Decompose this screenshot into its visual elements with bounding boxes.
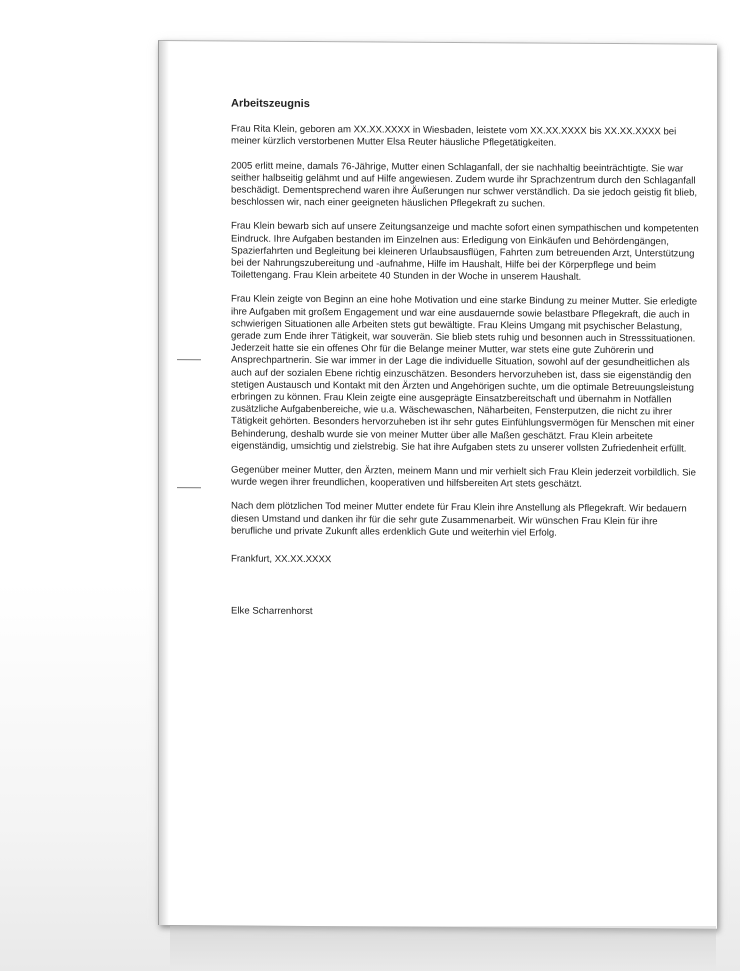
fold-mark-top [177,359,201,360]
paragraph-closing: Nach dem plötzlichen Tod meiner Mutter endete für Frau Klein ihre Anstellung als Pflegekraft. Wir bedauern diesen Umstand und danken ihr für die sehr gute Zusammenarbeit. Wir wünschen Frau Klein für ihre berufliche und private Zukunft alles erdenklich Gute und weiterhin viel Erfolg. [231,500,687,539]
document-title: Arbeitszeugnis [231,97,310,111]
place-date: Frankfurt, XX.XX.XXXX [231,553,332,566]
fold-mark-bottom [177,487,201,488]
document-page [158,40,717,929]
page-edge-shading [159,41,169,925]
paragraph-performance: Frau Klein zeigte von Beginn an eine hohe Motivation und eine starke Bindung zu meiner Mutter. Sie erledigte ihre Aufgaben mit großem Engagement und war eine ausdauernde sowie belastbare Pflegekraft, die auch in schwierigen Situationen alle Arbeiten stets gut bewältigte. Frau Kleins Umgang mit psychischer Belastung, gerade zum Ende ihrer Tätigkeit, war souverän. Sie blieb stets ruhig und besonnen auch in Stresssituationen. Jederzeit hatte sie ein offenes Ohr für die Belange meiner Mutter, war stets eine gute Zuhörerin und Ansprechpartnerin. Sie war immer in der Lage die individuelle Situation, sowohl auf der gesundheitlichen als auch auf der sozialen Ebene richtig einzuschätzen. Besonders hervorzuheben ist, dass sie eigenständig den stetigen Austausch und Kontakt mit den Ärzten und Angehörigen suchte, um die optimale Betreuungsleistung erbringen zu können. Frau Klein zeigte eine ausgeprägte Einsatzbereitschaft und übernahm in Notfällen zusätzliche Aufgabenbereiche, wie u.a. Wäschewaschen, Näharbeiten, Fensterputzen, die nicht zu ihrer Tätigkeit gehörten. Besonders hervorzuheben ist ihr sehr gutes Einfühlungsvermögen für Menschen mit einer Behinderung, deshalb wurde sie von meiner Mutter über alle Maßen geschätzt. Frau Klein arbeitete eigenständig, umsichtig und zielstrebig. Sie hat ihre Aufgaben stets zu unserer vollsten Zufriedenheit erfüllt. [231,293,698,455]
paragraph-conduct: Gegenüber meiner Mutter, den Ärzten, meinem Mann und mir verhielt sich Frau Klein jederzeit vorbildlich. Sie wurde wegen ihrer freundlichen, kooperativen und hilfsbereiten Art stets geschätzt. [231,464,696,491]
page-reflection [170,926,716,971]
signature-name: Elke Scharrenhorst [231,605,313,618]
paragraph-duties: Frau Klein bewarb sich auf unsere Zeitungsanzeige und machte sofort einen sympathischen und kompetenten Eindruck. Ihre Aufgaben bestanden im Einzelnen aus: Erledigung von Einkäufen und Behördengängen, Spazierfahrten und Begleitung bei kleineren Urlaubsausflügen, Fahrten zum betreuenden Arzt, Unterstützung bei der Nahrungszubereitung und -aufnahme, Hilfe im Haushalt, Hilfe bei der Körperpflege und beim Toilettengang. Frau Klein arbeitete 40 Stunden in der Woche in unserem Haushalt. [231,220,699,284]
paragraph-intro: Frau Rita Klein, geboren am XX.XX.XXXX in Wiesbaden, leistete vom XX.XX.XXXX bis XX.XX.XXXX bei meiner kürzlich verstorbenen Mutter Elsa Reuter häusliche Pflegetätigkeiten. [231,123,677,150]
paragraph-background: 2005 erlitt meine, damals 76-Jährige, Mutter einen Schlaganfall, der sie nachhaltig beeinträchtigte. Sie war seither halbseitig gelähmt und auf Hilfe angewiesen. Zudem wurde ihr Sprachzentrum durch den Schlaganfall beschädigt. Dementsprechend waren ihre Äußerungen nur schwer verständlich. Da sie jedoch geistig fit blieb, beschlossen wir, nach einer geeigneten häuslichen Pflegekraft zu suchen. [231,160,698,210]
letter-content [231,97,701,621]
